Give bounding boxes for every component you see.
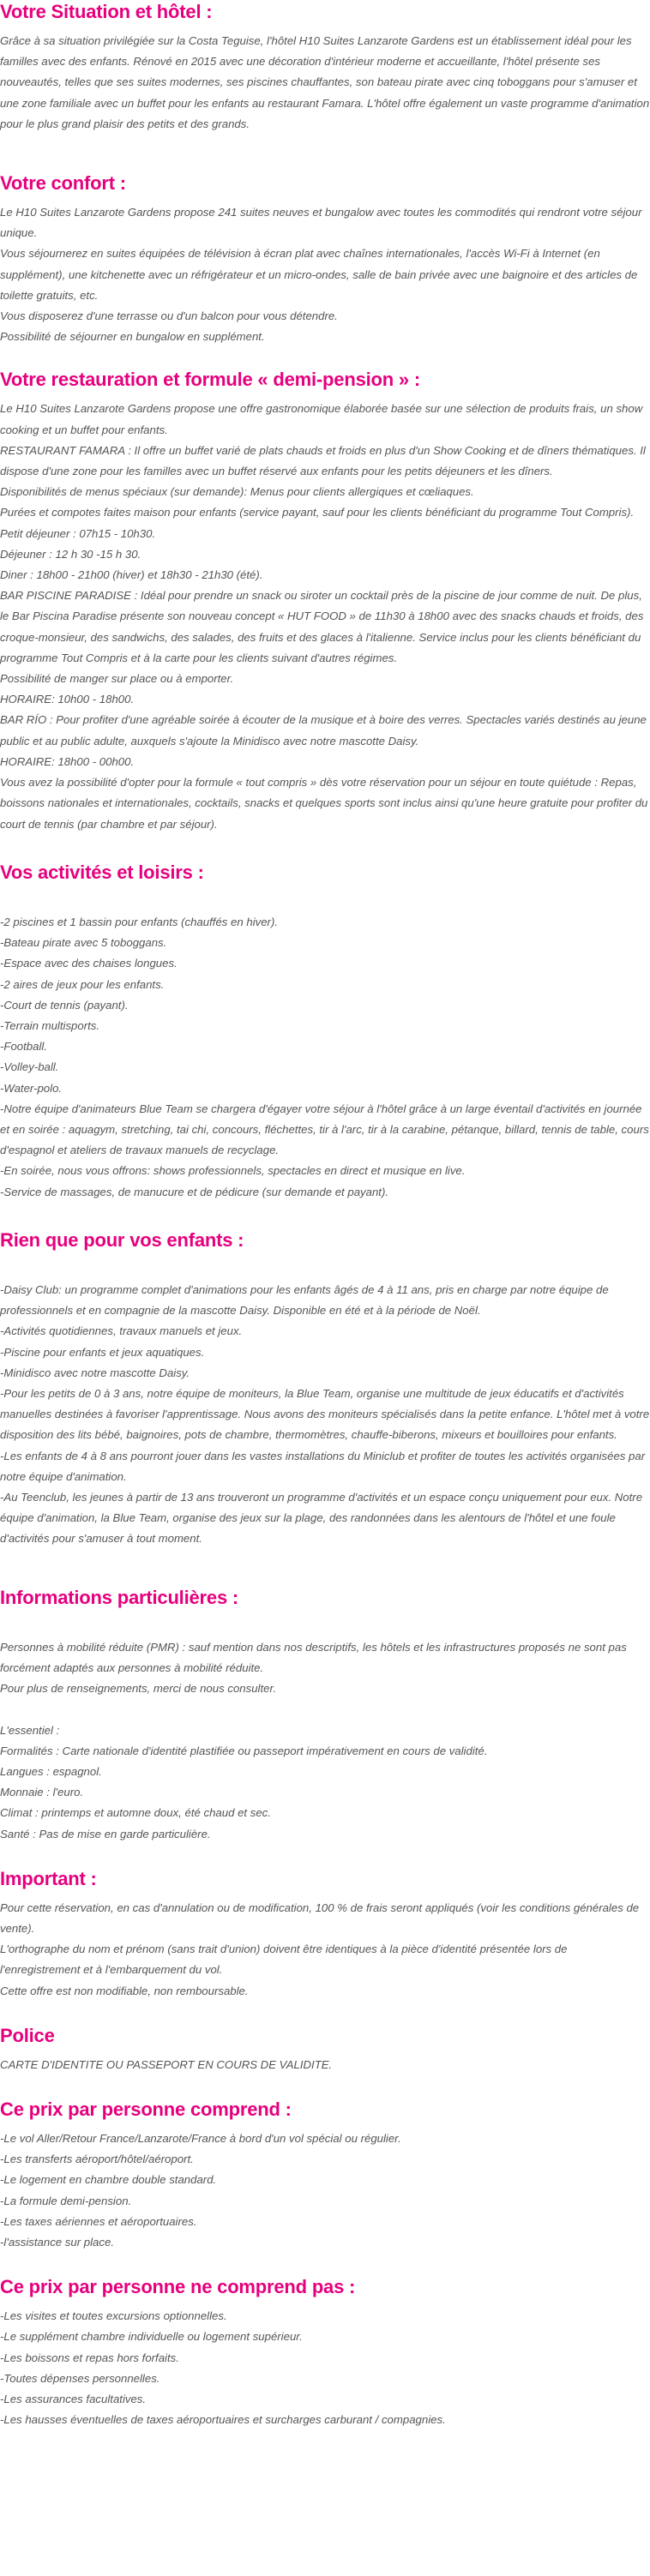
paragraph: Grâce à sa situation privilégiée sur la Costa Teguise, l'hôtel H10 Suites Lanzarote Gardens est un établissement idéal pour les familles avec des enfants. Rénové en 2015 avec une décoration d'intérieur moderne et accueillante, l'hôtel présente ses nouveautés, telles que ses suites modernes, ses piscines chauffantes, son bateau pirate avec cinq toboggans pour s'amuser et une zone familiale avec un buffet pour les enfants au restaurant Famara. L'hôtel offre également un vaste programme d'animation pour le plus grand plaisir des petits et des grands. [0, 34, 650, 130]
section-title: Police [0, 2024, 55, 2046]
section-title: Informations particulières : [0, 1586, 239, 1608]
paragraph: Le H10 Suites Lanzarote Gardens propose 241 suites neuves et bungalow avec toutes les commodités qui rendront votre séjour unique. [0, 206, 642, 240]
list-item: -Toutes dépenses personnelles. [0, 2371, 160, 2385]
list [0, 2055, 650, 2075]
list-item: -2 piscines et 1 bassin pour enfants (chauffés en hiver). [0, 915, 279, 928]
list-item: -Court de tennis (payant). [0, 998, 129, 1012]
list [0, 1617, 650, 1845]
list-item: -Le supplément chambre individuelle ou logement supérieur. [0, 2330, 303, 2344]
list-item: -2 aires de jeux pour les enfants. [0, 977, 165, 991]
paragraph: Vous séjournerez en suites équipées de télévision à écran plat avec chaînes internationales, l'accès Wi-Fi à Internet (en supplément), une kitchenette avec un réfrigérateur et un micro-ondes, salle de bain privée avec une baignoire et des articles de toilette gratuits, etc. [0, 247, 638, 302]
list-item: Santé : Pas de mise en garde particulière. [0, 1827, 211, 1840]
list [0, 1259, 650, 1550]
paragraph: HORAIRE: 18h00 - 00h00. [0, 754, 135, 768]
blank-line [0, 892, 650, 912]
list-item: -Pour les petits de 0 à 3 ans, notre équipe de moniteurs, la Blue Team, organise une multitude de jeux éducatifs et d'activités manuelles destinées à favoriser l'apprentissage. Nous avons des moniteurs spécialisés dans la petite enfance. L'hôtel met à votre disposition des lits bébé, baignoires, pots de chambre, thermomètres, chauffe-biberons, mixeurs et bouilloires pour enfants. [0, 1386, 650, 1442]
list-item: -Water-polo. [0, 1081, 63, 1095]
list-item: -Au Teenclub, les jeunes à partir de 13 ans trouveront un programme d'activités et un espace conçu uniquement pour eux. Notre équipe d'animation, la Blue Team, organise des jeux sur la plage, des randonnées dans les alentours de l'hôtel et une foule d'activités pour s'amuser à tout moment. [0, 1490, 643, 1546]
section-title: Ce prix par personne ne comprend pas : [0, 2276, 356, 2298]
list-item: L'essentiel : [0, 1723, 60, 1737]
list-item: -Activités quotidiennes, travaux manuels et jeux. [0, 1324, 243, 1338]
list-item: Pour plus de renseignements, merci de nous consulter. [0, 1682, 277, 1696]
section-activites [0, 835, 650, 1203]
list [0, 2306, 650, 2430]
section-confort [0, 135, 650, 347]
list-item: -Service de massages, de manucure et de pédicure (sur demande et payant). [0, 1185, 389, 1198]
list-item: Personnes à mobilité réduite (PMR) : sauf mention dans nos descriptifs, les hôtels et les infrastructures proposés ne sont pas forcément adaptés aux personnes à mobilité réduite. [0, 1640, 627, 1674]
section-ne-comprend [0, 2253, 650, 2430]
list-item: -Minidisco avec notre mascotte Daisy. [0, 1366, 190, 1379]
section-comprend [0, 2075, 650, 2253]
list-item: -Bateau pirate avec 5 toboggans. [0, 936, 167, 950]
section-situation [0, 0, 650, 135]
section-title: Votre Situation et hôtel : [0, 1, 213, 22]
list-item: -Les assurances facultatives. [0, 2393, 147, 2406]
blank-line [0, 1259, 650, 1280]
list-item: -Les enfants de 4 à 8 ans pourront jouer dans les vastes installations du Miniclub et profiter de toutes les activités organisées par notre équipe d'animation. [0, 1449, 646, 1483]
list-item: -La formule demi-pension. [0, 2194, 132, 2207]
section-title: Votre restauration et formule « demi-pension » : [0, 369, 420, 391]
list-item: -Le vol Aller/Retour France/Lanzarote/France à bord d'un vol spécial ou régulier. [0, 2131, 401, 2145]
paragraph: Vous disposerez d'une terrasse ou d'un balcon pour vous détendre. [0, 309, 338, 323]
list-item: Langues : espagnol. [0, 1764, 102, 1778]
section-important [0, 1845, 650, 2002]
list-item: -l'assistance sur place. [0, 2236, 114, 2249]
list-item: -Notre équipe d'animateurs Blue Team se chargera d'égayer votre séjour à l'hôtel grâce à un large éventail d'activités en journée et en soirée : aquagym, stretching, tai chi, concours, fléchettes, tir à l'arc, tir à la carabine, pétanque, billard, tennis de table, cours d'espagnol et ateliers de travaux manuels de recyclage. [0, 1102, 649, 1157]
section-title: Important : [0, 1867, 97, 1889]
paragraph: Purées et compotes faites maison pour enfants (service payant, sauf pour les clients bénéficiant du programme Tout Compris). [0, 506, 635, 519]
blank-line [0, 1617, 650, 1637]
paragraph: Possibilité de manger sur place ou à emporter. [0, 672, 234, 686]
paragraph: Petit déjeuner : 07h15 - 10h30. [0, 526, 156, 540]
section-informations [0, 1550, 650, 1845]
list-item: -Terrain multisports. [0, 1018, 100, 1032]
list-item: CARTE D'IDENTITE OU PASSEPORT EN COURS DE VALIDITE. [0, 2057, 333, 2071]
section-police [0, 2002, 650, 2075]
section-title: Rien que pour vos enfants : [0, 1228, 244, 1251]
paragraph: BAR RÍO : Pour profiter d'une agréable soirée à écouter de la musique et à boire des verres. Spectacles variés destinés au jeune public et au public adulte, auxquels s'ajoute la Minidisco avec notre mascotte Daisy. [0, 713, 647, 748]
list-item: -Les transferts aéroport/hôtel/aéroport. [0, 2153, 194, 2166]
list-item: -Les hausses éventuelles de taxes aéroportuaires et surcharges carburant / compagnies. [0, 2413, 446, 2427]
list-item: Climat : printemps et automne doux, été chaud et sec. [0, 1806, 271, 1820]
blank-line [0, 1699, 650, 1720]
section-restauration [0, 347, 650, 834]
list-item: Monnaie : l'euro. [0, 1786, 84, 1799]
list-item: -Les boissons et repas hors forfaits. [0, 2351, 179, 2364]
section-title: Votre confort : [0, 172, 126, 195]
paragraph: HORAIRE: 10h00 - 18h00. [0, 693, 135, 706]
paragraph: Diner : 18h00 - 21h00 (hiver) et 18h30 - 21h30 (été). [0, 568, 263, 582]
paragraph: Disponibilités de menus spéciaux (sur demande): Menus pour clients allergiques et cœliaques. [0, 485, 474, 499]
paragraph: BAR PISCINE PARADISE : Idéal pour prendre un snack ou siroter un cocktail près de la piscine de jour comme de nuit. De plus, le Bar Piscina Paradise présente son nouveau concept « HUT FOOD » de 11h30 à 18h00 avec des snacks chauds et froids, des croque-monsieur, des sandwichs, des salades, des fruits et des glaces à l'italienne. Service inclus pour les clients bénéficiant du programme Tout Compris et à la carte pour les clients suivant d'autres régimes. [0, 589, 644, 664]
section-title: Ce prix par personne comprend : [0, 2098, 292, 2120]
list-item: -Le logement en chambre double standard. [0, 2173, 217, 2187]
list [0, 2129, 650, 2253]
list-item: -Daisy Club: un programme complet d'animations pour les enfants âgés de 4 à 11 ans, pris en charge par notre équipe de professionnels et en compagnie de la mascotte Daisy. Disponible en été et à la période de Noël. [0, 1282, 609, 1318]
list [0, 892, 650, 1203]
list [0, 1898, 650, 2002]
paragraph: Possibilité de séjourner en bungalow en supplément. [0, 330, 265, 344]
list-item: -Volley-ball. [0, 1060, 59, 1074]
list-item: Cette offre est non modifiable, non remboursable. [0, 1984, 249, 1997]
paragraph: Le H10 Suites Lanzarote Gardens propose une offre gastronomique élaborée basée sur une sélection de produits frais, un show cooking et un buffet pour enfants. [0, 402, 643, 436]
paragraph: Vous avez la possibilité d'opter pour la formule « tout compris » dès votre réservation pour un séjour en toute quiétude : Repas, boissons nationales et internationales, cocktails, snacks et quelques sports sont inclus ainsi qu'une heure gratuite pour profiter du court de tennis (par chambre et par séjour). [0, 776, 648, 831]
list-item: L'orthographe du nom et prénom (sans trait d'union) doivent être identiques à la pièce d'identité présentée lors de l'enregistrement et à l'embarquement du vol. [0, 1943, 568, 1977]
list-item: -Les taxes aériennes et aéroportuaires. [0, 2214, 197, 2228]
list-item: Pour cette réservation, en cas d'annulation ou de modification, 100 % de frais seront appliqués (voir les conditions générales de vente). [0, 1900, 640, 1935]
list-item: -En soirée, nous vous offrons: shows professionnels, spectacles en direct et musique en live. [0, 1164, 466, 1178]
list-item: -Espace avec des chaises longues. [0, 957, 178, 970]
section-title: Vos activités et loisirs : [0, 861, 204, 883]
list-item: -Football. [0, 1040, 47, 1054]
paragraph: Déjeuner : 12 h 30 -15 h 30. [0, 547, 141, 561]
list-item: Formalités : Carte nationale d'identité plastifiée ou passeport impérativement en cours de validité. [0, 1744, 488, 1757]
section-enfants [0, 1203, 650, 1550]
list-item: -Les visites et toutes excursions optionnelles. [0, 2309, 227, 2323]
paragraph: RESTAURANT FAMARA : Il offre un buffet varié de plats chauds et froids en plus d'un Show Cooking et de dîners thématiques. Il dispose d'une zone pour les familles avec un buffet réservé aux enfants pour les petits déjeuners et les dîners. [0, 443, 646, 478]
list-item: -Piscine pour enfants et jeux aquatiques. [0, 1345, 205, 1359]
